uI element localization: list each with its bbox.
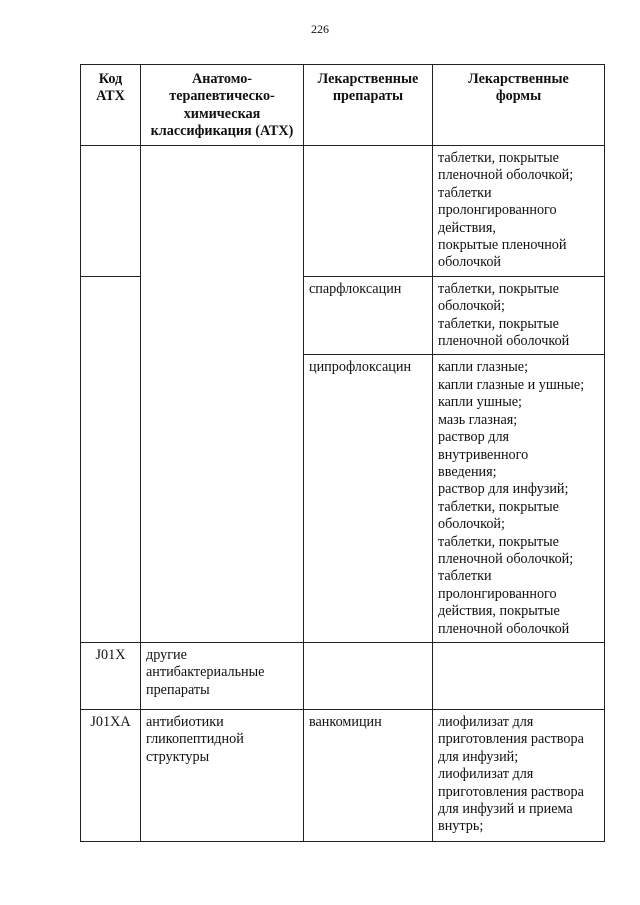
header-forms: Лекарственные формы xyxy=(433,65,605,146)
cell-drug xyxy=(304,642,433,709)
cell-classification: антибиотики гликопептидной структуры xyxy=(141,709,304,841)
table-header-row xyxy=(81,65,605,146)
cell-drug: спарфлоксацин xyxy=(304,276,433,355)
cell-drug: ванкомицин xyxy=(304,709,433,841)
cell-drug xyxy=(304,146,433,277)
table-row xyxy=(81,642,605,709)
table-row xyxy=(81,709,605,841)
cell-code xyxy=(81,146,141,277)
cell-forms xyxy=(433,642,605,709)
header-drugs: Лекарственные препараты xyxy=(304,65,433,146)
cell-classification: другие антибактериальные препараты xyxy=(141,642,304,709)
cell-forms: таблетки, покрытые оболочкой; таблетки, покрытые пленочной оболочкой xyxy=(433,276,605,355)
cell-classification xyxy=(141,146,304,643)
header-classification: Анатомо- терапевтическо- химическая классификация (АТХ) xyxy=(141,65,304,146)
cell-drug: ципрофлоксацин xyxy=(304,355,433,643)
cell-forms: таблетки, покрытые пленочной оболочкой; таблетки пролонгированного действия, покрытые пленочной оболочкой xyxy=(433,146,605,277)
cell-forms: капли глазные; капли глазные и ушные; капли ушные; мазь глазная; раствор для внутривенного введения; раствор для инфузий; таблетки, покрытые оболочкой; таблетки, покрытые пленочной оболочкой; таблетки пролонгированного действия, покрытые пленочной оболочкой xyxy=(433,355,605,643)
header-code: Код АТХ xyxy=(81,65,141,146)
atx-table xyxy=(80,64,605,842)
cell-code xyxy=(81,276,141,642)
cell-code: J01XA xyxy=(81,709,141,841)
table-row xyxy=(81,146,605,277)
page-number: 226 xyxy=(311,22,329,36)
cell-forms: лиофилизат для приготовления раствора для инфузий; лиофилизат для приготовления раствора для инфузий и приема внутрь; xyxy=(433,709,605,841)
cell-code: J01X xyxy=(81,642,141,709)
